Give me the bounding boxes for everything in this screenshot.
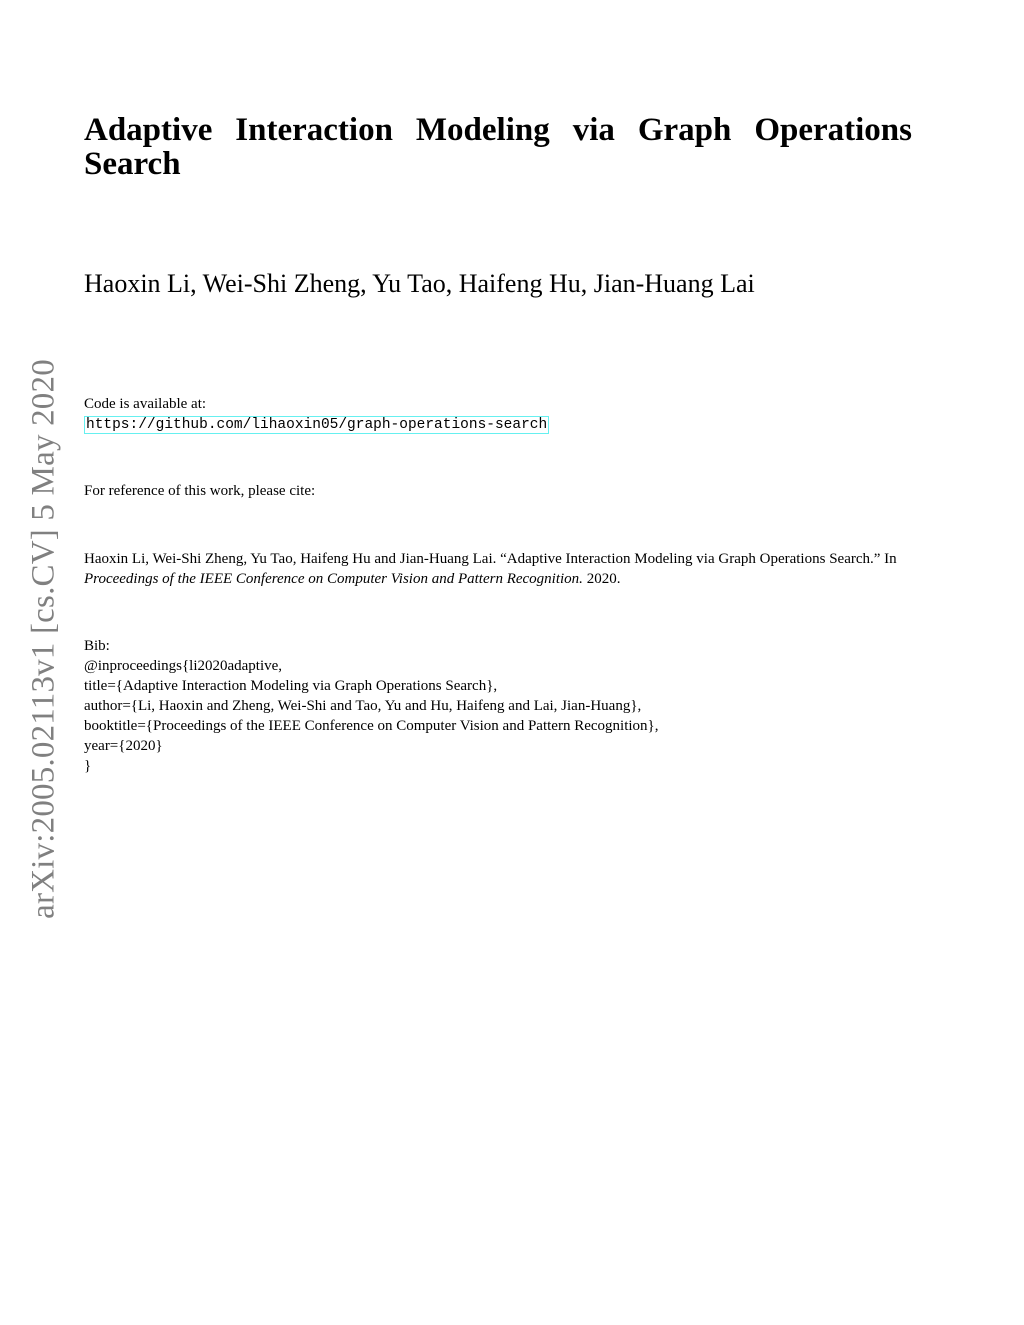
bib-entry-line: } xyxy=(84,758,92,774)
arxiv-identifier-stamp: arXiv:2005.02113v1 [cs.CV] 5 May 2020 xyxy=(25,359,62,919)
bib-label: Bib: xyxy=(84,638,110,654)
bib-entry-line: title={Adaptive Interaction Modeling via Graph Operations Search}, xyxy=(84,678,498,694)
citation-authors-title: Haoxin Li, Wei-Shi Zheng, Yu Tao, Haifeng Hu and Jian-Huang Lai. “Adaptive Interaction Modeling via Graph Operations Search.” In xyxy=(84,551,897,567)
author-list: Haoxin Li, Wei-Shi Zheng, Yu Tao, Haifeng Hu, Jian-Huang Lai xyxy=(84,269,755,298)
cite-instruction: For reference of this work, please cite: xyxy=(84,483,316,499)
code-label: Code is available at: xyxy=(84,396,207,412)
citation-year: 2020. xyxy=(582,571,621,587)
citation-text xyxy=(84,549,914,589)
github-link[interactable]: https://github.com/lihaoxin05/graph-operations-search xyxy=(86,417,548,433)
code-availability xyxy=(84,394,549,434)
citation-venue: Proceedings of the IEEE Conference on Computer Vision and Pattern Recognition. xyxy=(84,571,583,587)
paper-title: Adaptive Interaction Modeling via Graph Operations Search xyxy=(84,112,912,182)
bib-entry-line: booktitle={Proceedings of the IEEE Conference on Computer Vision and Pattern Recognition}, xyxy=(84,718,659,734)
bib-entry-line: @inproceedings{li2020adaptive, xyxy=(84,658,283,674)
bibtex-block xyxy=(84,636,658,776)
bib-entry-line: author={Li, Haoxin and Zheng, Wei-Shi and Tao, Yu and Hu, Haifeng and Lai, Jian-Huang}, xyxy=(84,698,642,714)
bib-entry-line: year={2020} xyxy=(84,738,163,754)
